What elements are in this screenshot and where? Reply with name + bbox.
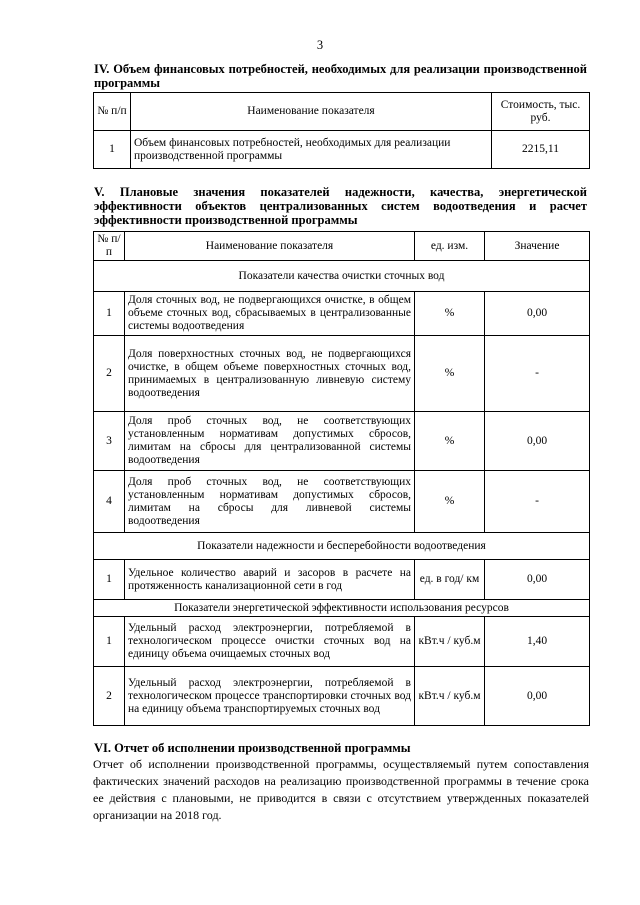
col-header-num: № п/п (94, 232, 125, 261)
row-name: Доля поверхностных сточных вод, не подвергающихся очистке, в общем объеме поверхностных сточных вод, принимаемых в централизованную ливневую систему водоотведения (125, 336, 415, 412)
row-unit: % (415, 471, 485, 533)
row-value: 2215,11 (492, 131, 590, 169)
page-number: 3 (316, 38, 324, 52)
section-6-heading: VI. Отчет об исполнении производственной программы (94, 741, 411, 755)
group-reliability-heading: Показатели надежности и бесперебойности водоотведения (94, 533, 590, 560)
row-name: Доля сточных вод, не подвергающихся очистке, в общем объеме сточных вод, сбрасываемых в централизованные системы водоотведения (125, 292, 415, 336)
row-name: Доля проб сточных вод, не соответствующих установленным нормативам допустимых сбросов, лимитам на сбросы для ливневой системы водоотведения (125, 471, 415, 533)
row-num: 1 (94, 560, 125, 600)
row-value: - (485, 336, 590, 412)
row-unit: ед. в год/ км (415, 560, 485, 600)
group-energy-heading: Показатели энергетической эффективности использования ресурсов (94, 600, 590, 617)
section-4-heading: IV. Объем финансовых потребностей, необходимых для реализации производственной программы (94, 62, 587, 90)
row-name: Удельный расход электроэнергии, потребляемой в технологическом процессе транспортировки сточных вод на единицу объема транспортируемых сточных вод (125, 667, 415, 726)
table-row (94, 336, 590, 412)
table-row (94, 560, 590, 600)
table-row (94, 292, 590, 336)
row-name: Удельный расход электроэнергии, потребляемой в технологическом процессе очистки сточных вод на единицу объема очищаемых сточных вод (125, 617, 415, 667)
indicators-table (93, 231, 590, 726)
table-row (94, 131, 590, 169)
table-row (94, 617, 590, 667)
row-name: Удельное количество аварий и засоров в расчете на протяженность канализационной сети в год (125, 560, 415, 600)
row-value: 0,00 (485, 292, 590, 336)
row-name: Объем финансовых потребностей, необходимых для реализации производственной программы (131, 131, 492, 169)
table-row (94, 412, 590, 471)
row-unit: % (415, 336, 485, 412)
row-unit: % (415, 412, 485, 471)
col-header-name: Наименование показателя (131, 93, 492, 131)
row-unit: кВт.ч / куб.м (415, 617, 485, 667)
row-value: 0,00 (485, 412, 590, 471)
row-value: 0,00 (485, 560, 590, 600)
row-name: Доля проб сточных вод, не соответствующих установленным нормативам допустимых сбросов, лимитам на сбросы для централизованной системы водоотведения (125, 412, 415, 471)
row-num: 4 (94, 471, 125, 533)
row-unit: кВт.ч / куб.м (415, 667, 485, 726)
col-header-cost: Стоимость, тыс. руб. (492, 93, 590, 131)
row-num: 1 (94, 617, 125, 667)
table-row (94, 471, 590, 533)
col-header-value: Значение (485, 232, 590, 261)
section-6-text: Отчет об исполнении производственной программы, осуществляемый путем сопоставления фактических значений расходов на реализацию производственной программы в течение срока ее действия с плановыми, не приводится в связи с отсутствием утвержденных показателей организации на 2018 год. (93, 757, 589, 822)
row-value: 0,00 (485, 667, 590, 726)
row-value: 1,40 (485, 617, 590, 667)
col-header-unit: ед. изм. (415, 232, 485, 261)
row-num: 1 (94, 292, 125, 336)
financial-needs-table (93, 92, 590, 169)
col-header-name: Наименование показателя (125, 232, 415, 261)
row-num: 2 (94, 667, 125, 726)
row-num: 1 (94, 131, 131, 169)
row-num: 2 (94, 336, 125, 412)
col-header-num: № п/п (94, 93, 131, 131)
table-row (94, 667, 590, 726)
row-unit: % (415, 292, 485, 336)
row-num: 3 (94, 412, 125, 471)
row-value: - (485, 471, 590, 533)
group-quality-heading: Показатели качества очистки сточных вод (94, 261, 590, 292)
section-5-heading: V. Плановые значения показателей надежности, качества, энергетической эффективности объектов централизованных систем водоотведения и расчет эффективности производственной программы (94, 185, 587, 227)
